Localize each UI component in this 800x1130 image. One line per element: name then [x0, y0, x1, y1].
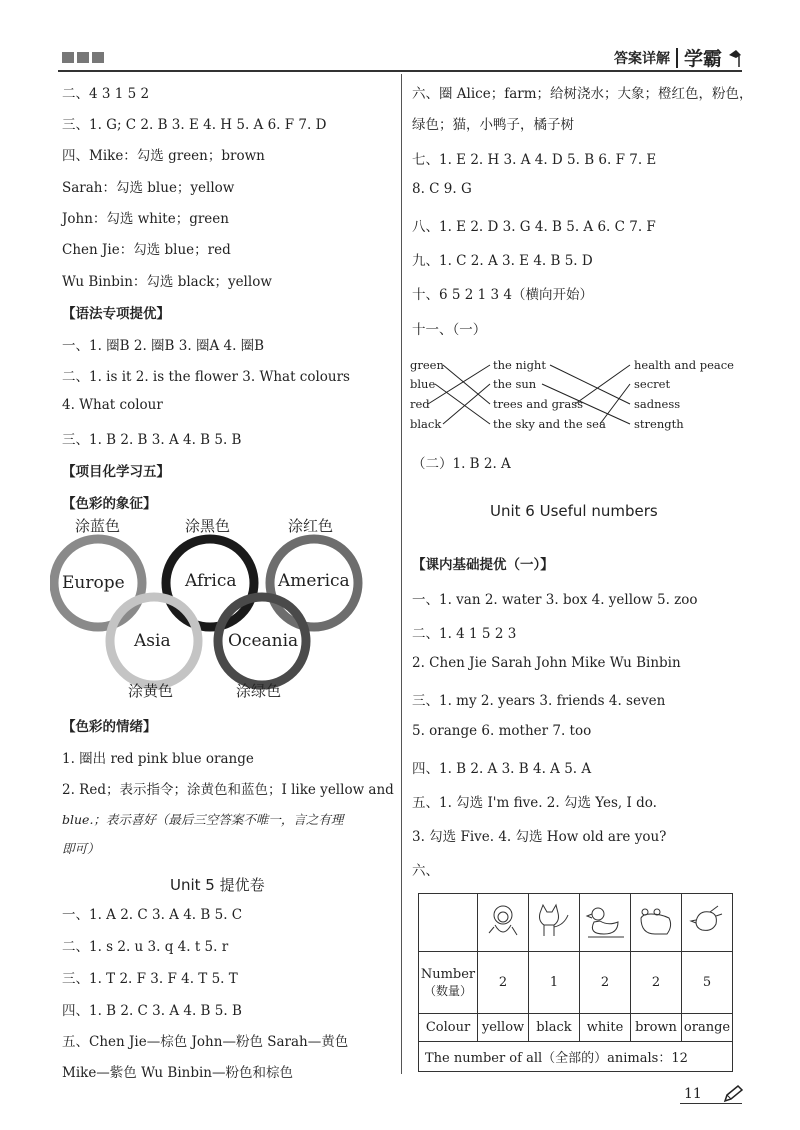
answer-line: Mike—紫色 Wu Binbin—粉色和棕色	[62, 1065, 294, 1081]
ring-label: 涂红色	[288, 517, 334, 535]
answer-line: 绿色；猫，小鸭子，橘子树	[412, 117, 574, 133]
matching-diagram	[410, 352, 750, 442]
match-word: black	[410, 417, 442, 431]
answer-line: 二、1. is it 2. is the flower 3. What colours	[62, 369, 350, 385]
answer-line: 二、1. s 2. u 3. q 4. t 5. r	[62, 939, 229, 955]
footer-rule	[680, 1103, 742, 1104]
ring-label: 涂绿色	[236, 682, 282, 700]
continent-label: Oceania	[228, 631, 299, 651]
answer-line: 十一、（一）	[412, 322, 487, 338]
answer-line: 一、1. A 2. C 3. A 4. B 5. C	[62, 907, 243, 923]
continent-label: Africa	[185, 571, 237, 591]
number-label: Number	[420, 966, 476, 982]
answer-line: blue.；表示喜好（最后三空答案不唯一，言之有理	[62, 812, 344, 827]
monkey-icon	[478, 894, 529, 952]
table-cell: yellow	[478, 1014, 529, 1042]
answer-line: 七、1. E 2. H 3. A 4. D 5. B 6. F 7. E	[412, 152, 657, 168]
ring-label: 涂黑色	[185, 517, 231, 535]
column-divider	[401, 74, 402, 1074]
match-word: the night	[493, 358, 546, 372]
answer-line: 五、1. 勾选 I'm five. 2. 勾选 Yes, I do.	[412, 795, 657, 811]
answer-line: 六、圈 Alice；farm；给树浇水；大象；橙红色，粉色，	[412, 86, 753, 102]
answer-line: 二、1. 4 1 5 2 3	[412, 626, 517, 642]
match-word: health and peace	[634, 358, 734, 372]
answer-line: 十、6 5 2 1 3 4（横向开始）	[412, 287, 593, 303]
table-cell: orange	[682, 1014, 733, 1042]
answer-line: 八、1. E 2. D 3. G 4. B 5. A 6. C 7. F	[412, 219, 656, 235]
table-cell: 2	[478, 952, 529, 1014]
match-word: sadness	[634, 397, 681, 411]
match-word: trees and grass	[493, 397, 584, 411]
answer-line: 三、1. T 2. F 3. F 4. T 5. T	[62, 971, 238, 987]
colour-row-label: Colour	[419, 1014, 478, 1042]
match-word: the sky and the sea	[493, 417, 606, 431]
brand-separator	[676, 48, 678, 68]
table-corner	[419, 894, 478, 952]
match-word: blue	[410, 377, 436, 391]
answer-line: 2. Red；表示指令；涂黄色和蓝色；I like yellow and	[62, 782, 394, 798]
answer-line: 一、1. van 2. water 3. box 4. yellow 5. zoo	[412, 592, 698, 608]
answer-line: 四、1. B 2. A 3. B 4. A 5. A	[412, 761, 592, 777]
match-word: green	[410, 358, 444, 372]
answer-line: 二、4 3 1 5 2	[62, 86, 150, 102]
brand-left: 答案详解	[613, 50, 670, 67]
answer-line: Sarah：勾选 blue；yellow	[62, 180, 235, 196]
answer-line: 4. What colour	[62, 397, 163, 413]
animal-count-table	[418, 893, 733, 1072]
section-heading: 【色彩的情绪】	[62, 719, 157, 735]
answer-line: 8. C 9. G	[412, 181, 472, 197]
continent-label: America	[278, 571, 350, 591]
page-number: 11	[684, 1086, 702, 1102]
brand-right: 学霸	[683, 48, 722, 70]
table-cell: brown	[631, 1014, 682, 1042]
match-word: secret	[634, 377, 671, 391]
unit5-title: Unit 5 提优卷	[170, 876, 265, 894]
continent-label: Europe	[62, 573, 125, 593]
header-decoration	[62, 52, 104, 63]
table-cell: black	[529, 1014, 580, 1042]
number-label-cn: （数量）	[423, 983, 472, 998]
match-word: the sun	[493, 377, 537, 391]
graduation-cap-icon	[728, 47, 742, 69]
unit6-title: Unit 6 Useful numbers	[490, 502, 658, 520]
header-brand	[614, 44, 742, 71]
answer-line: 四、Mike：勾选 green；brown	[62, 148, 265, 164]
answer-line: 三、1. G; C 2. B 3. E 4. H 5. A 6. F 7. D	[62, 117, 327, 133]
duck-icon	[580, 894, 631, 952]
ring-label: 涂蓝色	[75, 517, 121, 535]
answer-line: 四、1. B 2. C 3. A 4. B 5. B	[62, 1003, 242, 1019]
answer-line: 1. 圈出 red pink blue orange	[62, 751, 254, 767]
table-cell: 1	[529, 952, 580, 1014]
number-row-label	[419, 952, 478, 1014]
answer-line: 5. orange 6. mother 7. too	[412, 723, 592, 739]
answer-line: 六、	[412, 863, 439, 879]
answer-line: 一、1. 圈B 2. 圈B 3. 圈A 4. 圈B	[62, 338, 265, 354]
answer-line: 2. Chen Jie Sarah John Mike Wu Binbin	[412, 655, 681, 671]
rings-drawing	[50, 515, 370, 700]
table-cell: 2	[631, 952, 682, 1014]
answer-line: Wu Binbin：勾选 black；yellow	[62, 274, 272, 290]
table-cell: white	[580, 1014, 631, 1042]
pencil-icon	[722, 1084, 744, 1104]
color-rings-figure	[50, 515, 370, 700]
answer-line: 三、1. my 2. years 3. friends 4. seven	[412, 693, 666, 709]
ring-label: 涂黄色	[128, 682, 174, 700]
answer-line: John：勾选 white；green	[62, 211, 229, 227]
answer-line: Chen Jie：勾选 blue；red	[62, 242, 231, 258]
answer-line: 即可）	[62, 841, 100, 856]
table-cell: 2	[580, 952, 631, 1014]
bird-icon	[682, 894, 733, 952]
answer-line: 五、Chen Jie—棕色 John—粉色 Sarah—黄色	[62, 1034, 349, 1050]
answer-line: 3. 勾选 Five. 4. 勾选 How old are you?	[412, 829, 667, 845]
match-word: red	[410, 397, 430, 411]
table-cell: 5	[682, 952, 733, 1014]
section-heading: 【色彩的象征】	[62, 496, 157, 512]
section-heading: 【课内基础提优（一）】	[412, 557, 554, 573]
section-heading: 【语法专项提优】	[62, 306, 170, 322]
section-heading: 【项目化学习五】	[62, 464, 170, 480]
answer-line: 三、1. B 2. B 3. A 4. B 5. B	[62, 432, 242, 448]
answer-line: 九、1. C 2. A 3. E 4. B 5. D	[412, 253, 593, 269]
match-word: strength	[634, 417, 684, 431]
continent-label: Asia	[134, 631, 171, 651]
bear-icon	[631, 894, 682, 952]
answer-line: （二）1. B 2. A	[412, 456, 511, 472]
header-rule	[58, 70, 742, 72]
table-total: The number of all（全部的）animals：12	[419, 1042, 733, 1072]
cat-icon	[529, 894, 580, 952]
